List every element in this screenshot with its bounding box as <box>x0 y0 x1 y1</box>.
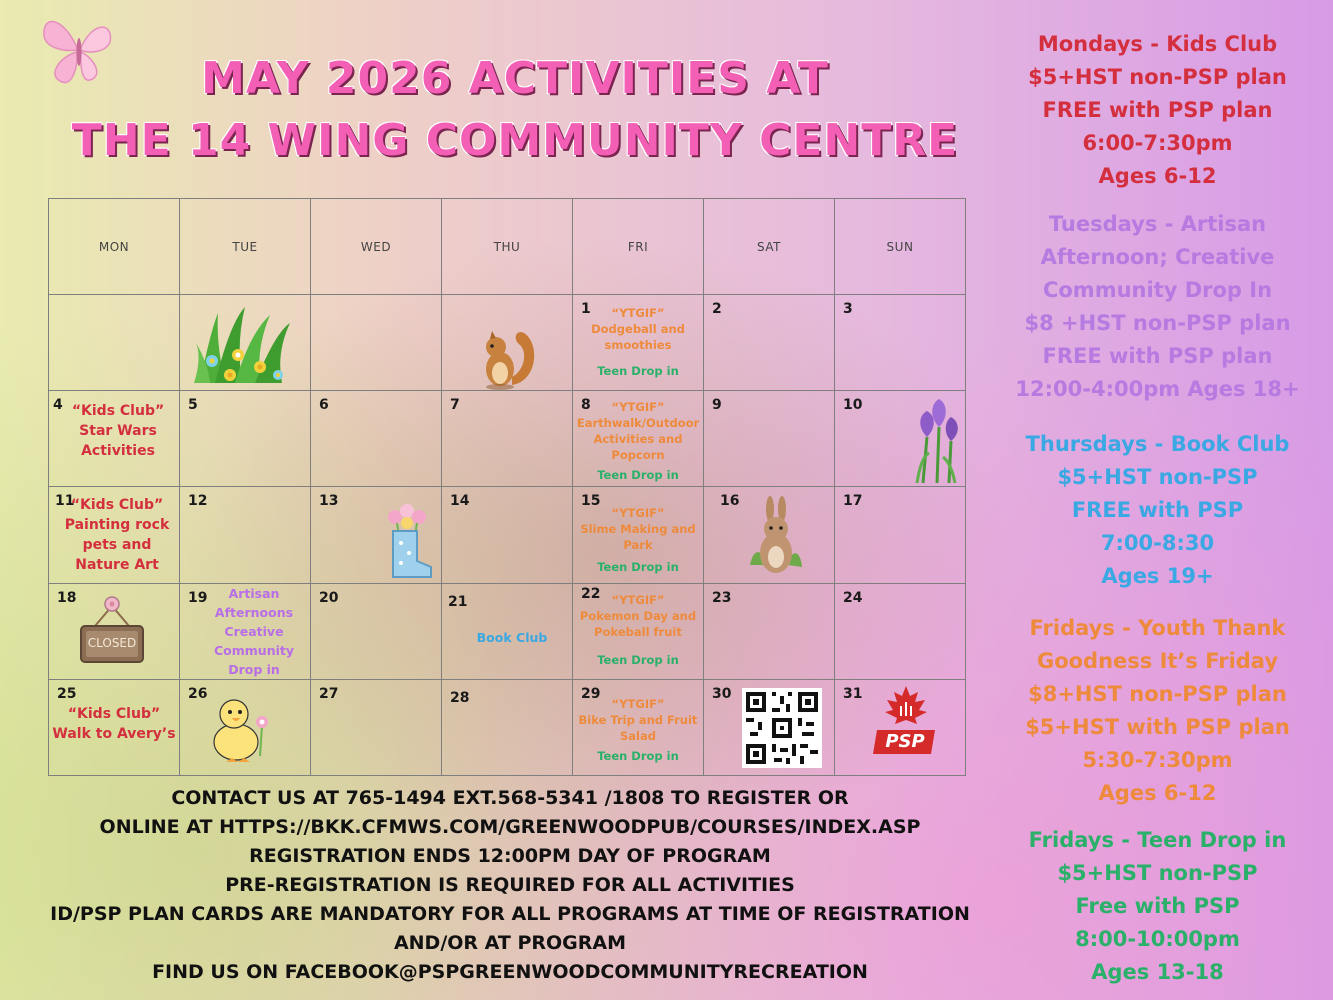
day-cell-8 <box>573 391 704 487</box>
program-line: $5+HST non-PSP <box>1057 861 1258 885</box>
day-number: 4 <box>53 397 63 414</box>
day-cell-empty <box>442 295 573 391</box>
program-thursdays <box>995 428 1320 593</box>
day-cell-31 <box>835 679 966 775</box>
event-line: Afternoons <box>214 604 294 620</box>
event-artisan-may19 <box>204 584 304 679</box>
event-teen-drop-in: Teen Drop in <box>597 560 679 575</box>
program-line: 12:00-4:00pm Ages 18+ <box>1015 377 1300 401</box>
event-title: “Kids Club” <box>70 497 164 514</box>
event-line: Activities <box>81 443 155 460</box>
weekday-fri: FRI <box>573 199 704 295</box>
grass-icon <box>190 303 300 385</box>
day-number: 18 <box>57 589 77 606</box>
day-number: 9 <box>712 397 722 414</box>
closed-sign-text: CLOSED <box>87 635 137 650</box>
weekday-thu: THU <box>442 199 573 295</box>
day-cell-1 <box>573 295 704 391</box>
weekday-wed: WED <box>311 199 442 295</box>
event-line: Nature Art <box>75 557 159 574</box>
program-heading: Fridays - Teen Drop in <box>1028 828 1287 852</box>
program-heading: Tuesdays - Artisan <box>1048 212 1267 236</box>
day-cell-20 <box>311 583 442 679</box>
program-line: Goodness It’s Friday <box>1036 649 1279 673</box>
program-line: $8+HST non-PSP plan <box>1028 682 1287 706</box>
closed-sign-icon <box>77 592 147 670</box>
day-cell-empty <box>311 295 442 391</box>
day-cell-12 <box>180 487 311 583</box>
event-line: Walk to Avery’s <box>52 725 176 742</box>
program-line: $5+HST non-PSP plan <box>1028 65 1287 89</box>
event-line: Drop in <box>228 661 280 677</box>
day-cell-9 <box>704 391 835 487</box>
day-number: 21 <box>448 593 468 610</box>
event-title: “YTGIF” <box>611 400 665 415</box>
program-fridays-youth <box>995 612 1320 810</box>
calendar-grid <box>48 198 966 776</box>
event-ytgif-may22 <box>573 592 703 640</box>
weekday-sun: SUN <box>835 199 966 295</box>
event-ytgif-may29 <box>573 696 703 744</box>
day-cell-30 <box>704 679 835 775</box>
footer-line-id-cards: ID/PSP PLAN CARDS ARE MANDATORY FOR ALL PROGRAMS AT TIME OF REGISTRATION <box>50 903 970 925</box>
footer-line-registration: REGISTRATION ENDS 12:00PM DAY OF PROGRAM <box>249 845 771 867</box>
day-cell-19 <box>180 583 311 679</box>
event-line: Bike Trip and Fruit <box>578 712 698 727</box>
page-title <box>40 48 990 172</box>
day-number: 26 <box>188 685 208 702</box>
day-cell-26 <box>180 679 311 775</box>
event-line: Dodgeball and <box>591 322 685 337</box>
event-line: Community <box>213 642 295 658</box>
day-cell-13 <box>311 487 442 583</box>
day-number: 12 <box>188 493 208 510</box>
weekday-sat: SAT <box>704 199 835 295</box>
day-cell-23 <box>704 583 835 679</box>
day-cell-empty <box>180 295 311 391</box>
day-number: 24 <box>843 589 863 606</box>
crocus-icon <box>903 397 965 485</box>
program-tuesdays <box>995 208 1320 406</box>
event-ytgif-may8 <box>573 399 703 463</box>
event-book-club: Book Club <box>476 629 548 645</box>
program-line: 6:00-7:30pm <box>1082 131 1233 155</box>
day-number: 16 <box>720 493 740 510</box>
day-cell-2 <box>704 295 835 391</box>
day-number: 20 <box>319 589 339 606</box>
day-number: 14 <box>450 493 470 510</box>
program-line: Ages 6-12 <box>1098 164 1217 188</box>
day-number: 29 <box>581 685 601 702</box>
program-line: Community Drop In <box>1042 278 1273 302</box>
event-teen-drop-in: Teen Drop in <box>597 652 679 667</box>
event-line: Slime Making and <box>580 522 696 537</box>
day-cell-22 <box>573 583 704 679</box>
day-number: 28 <box>450 689 470 706</box>
day-cell-11 <box>49 487 180 583</box>
event-line: Star Wars <box>79 423 157 440</box>
footer-line-online-link[interactable]: ONLINE AT HTTPS://BKK.CFMWS.COM/GREENWOODPUB/COURSES/INDEX.ASP <box>99 816 921 838</box>
calendar-week <box>49 487 966 583</box>
day-number: 25 <box>57 685 77 702</box>
day-number: 15 <box>581 493 601 510</box>
calendar-week <box>49 295 966 391</box>
flower-boot-icon <box>377 501 437 581</box>
program-mondays <box>995 28 1320 193</box>
contact-footer <box>20 784 1000 987</box>
event-ytgif-may1 <box>573 305 703 353</box>
day-number: 3 <box>843 301 853 318</box>
program-line: Ages 13-18 <box>1091 960 1224 984</box>
day-cell-14 <box>442 487 573 583</box>
event-title: Artisan <box>228 585 280 601</box>
day-number: 5 <box>188 397 198 414</box>
program-line: $8 +HST non-PSP plan <box>1024 311 1291 335</box>
weekday-header-row <box>49 199 966 295</box>
event-teen-drop-in: Teen Drop in <box>597 364 679 379</box>
squirrel-icon <box>468 323 538 391</box>
day-number: 2 <box>712 301 722 318</box>
event-title: “YTGIF” <box>611 306 665 321</box>
footer-line-preregistration: PRE-REGISTRATION IS REQUIRED FOR ALL ACTIVITIES <box>225 874 795 896</box>
event-line: Pokemon Day and <box>579 608 697 623</box>
day-number: 6 <box>319 397 329 414</box>
qr-code-icon[interactable] <box>742 688 822 768</box>
event-kids-club-may25 <box>49 704 179 744</box>
calendar-week <box>49 391 966 487</box>
title-line-1: MAY 2026 ACTIVITIES AT <box>201 53 829 104</box>
event-ytgif-may15 <box>573 505 703 553</box>
day-cell-10 <box>835 391 966 487</box>
event-line: Park <box>623 538 653 553</box>
day-cell-6 <box>311 391 442 487</box>
program-line: $5+HST non-PSP <box>1057 465 1258 489</box>
program-line: FREE with PSP plan <box>1042 344 1273 368</box>
program-line: Ages 19+ <box>1101 564 1214 588</box>
program-line: Free with PSP <box>1075 894 1240 918</box>
weekday-mon: MON <box>49 199 180 295</box>
event-title: “Kids Club” <box>67 705 161 722</box>
day-number: 17 <box>843 493 863 510</box>
event-title: “YTGIF” <box>611 506 665 521</box>
day-number: 8 <box>581 397 591 414</box>
day-cell-7 <box>442 391 573 487</box>
psp-logo-icon <box>871 684 941 764</box>
day-number: 7 <box>450 397 460 414</box>
program-line: $5+HST with PSP plan <box>1025 715 1290 739</box>
footer-line-contact: CONTACT US AT 765-1494 EXT.568-5341 /1808 TO REGISTER OR <box>171 787 849 809</box>
day-number: 31 <box>843 685 863 702</box>
event-line: Pokeball fruit <box>594 624 682 639</box>
bunny-icon <box>744 495 810 579</box>
event-line: smoothies <box>604 338 672 353</box>
event-title: “YTGIF” <box>611 696 665 711</box>
duck-icon <box>206 686 276 766</box>
day-number: 13 <box>319 493 339 510</box>
day-cell-18 <box>49 583 180 679</box>
event-line: Painting rock <box>64 517 170 534</box>
program-heading: Thursdays - Book Club <box>1025 432 1290 456</box>
day-number: 22 <box>581 585 601 602</box>
day-cell-28 <box>442 679 573 775</box>
footer-line-at-program: AND/OR AT PROGRAM <box>393 932 627 954</box>
event-line: Earthwalk/Outdoor <box>576 416 700 431</box>
day-cell-3 <box>835 295 966 391</box>
day-cell-15 <box>573 487 704 583</box>
day-cell-25 <box>49 679 180 775</box>
psp-logo-text: PSP <box>885 730 925 752</box>
program-line: FREE with PSP plan <box>1042 98 1273 122</box>
program-heading: Mondays - Kids Club <box>1037 32 1278 56</box>
day-cell-27 <box>311 679 442 775</box>
calendar-week <box>49 583 966 679</box>
footer-line-facebook[interactable]: FIND US ON FACEBOOK@PSPGREENWOODCOMMUNITYRECREATION <box>152 961 868 983</box>
event-line: Salad <box>620 728 656 743</box>
day-number: 23 <box>712 589 732 606</box>
day-number: 27 <box>319 685 339 702</box>
event-title: “YTGIF” <box>611 592 665 607</box>
day-number: 30 <box>712 685 732 702</box>
day-cell-empty <box>49 295 180 391</box>
day-cell-24 <box>835 583 966 679</box>
program-fridays-teen <box>995 824 1320 989</box>
day-cell-16 <box>704 487 835 583</box>
title-line-2: THE 14 WING COMMUNITY CENTRE <box>71 115 959 166</box>
day-number: 10 <box>843 397 863 414</box>
event-teen-drop-in: Teen Drop in <box>597 468 679 483</box>
program-line: 5:30-7:30pm <box>1082 748 1233 772</box>
day-cell-4 <box>49 391 180 487</box>
program-line: Afternoon; Creative <box>1040 245 1275 269</box>
event-line: Activities and <box>593 432 683 447</box>
event-line: Creative <box>224 623 284 639</box>
day-cell-29 <box>573 679 704 775</box>
event-title: “Kids Club” <box>71 403 165 420</box>
day-number: 11 <box>55 493 75 510</box>
weekday-tue: TUE <box>180 199 311 295</box>
program-heading: Fridays - Youth Thank <box>1029 616 1286 640</box>
program-line: 8:00-10:00pm <box>1075 927 1240 951</box>
calendar-week <box>49 679 966 775</box>
program-line: Ages 6-12 <box>1098 781 1217 805</box>
event-kids-club-may4 <box>57 401 179 461</box>
event-teen-drop-in: Teen Drop in <box>597 748 679 763</box>
day-number: 1 <box>581 301 591 318</box>
day-cell-17 <box>835 487 966 583</box>
event-kids-club-may11 <box>55 495 179 575</box>
program-line: 7:00-8:30 <box>1100 531 1215 555</box>
day-cell-21 <box>442 583 573 679</box>
day-number: 19 <box>188 589 208 606</box>
day-cell-5 <box>180 391 311 487</box>
event-line: pets and <box>82 537 152 554</box>
program-line: FREE with PSP <box>1071 498 1244 522</box>
event-line: Popcorn <box>611 448 665 463</box>
